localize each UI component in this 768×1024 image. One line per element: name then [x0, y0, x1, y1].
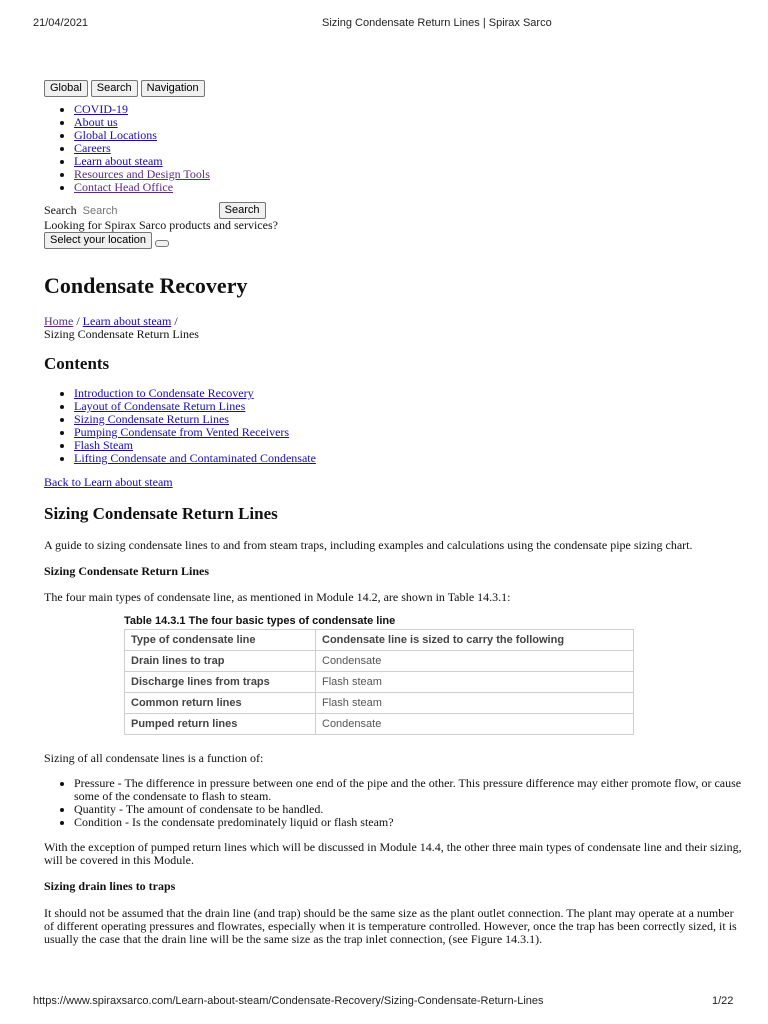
location-row [44, 232, 744, 249]
table-header-cell: Condensate line is sized to carry the following [316, 630, 634, 651]
nav-link-learn-about-steam[interactable]: Learn about steam [74, 154, 163, 168]
breadcrumb-home[interactable]: Home [44, 314, 74, 328]
article-subheading: Sizing Condensate Return Lines [44, 564, 210, 578]
article-title: Sizing Condensate Return Lines [44, 504, 278, 523]
list-item: • Quantity - The amount of condensate to be handled. [74, 803, 744, 816]
contents-item [74, 426, 744, 439]
print-url: https://www.spiraxsarco.com/Learn-about-steam/Condensate-Recovery/Sizing-Condensate-Return-Lines [33, 995, 544, 1007]
nav-link-global-locations[interactable]: Global Locations [74, 128, 157, 142]
navigation-button[interactable]: Navigation [141, 80, 205, 97]
nav-item [74, 142, 744, 155]
table-cell: Common return lines [125, 693, 316, 714]
looking-text: Looking for Spirax Sarco products and services? [44, 218, 278, 232]
nav-link-covid[interactable]: COVID-19 [74, 102, 128, 116]
print-date: 21/04/2021 [33, 17, 89, 29]
table-row [125, 714, 634, 735]
condensate-types-table [124, 629, 634, 735]
contents-link-lifting[interactable]: Lifting Condensate and Contaminated Condensate [74, 451, 316, 465]
article-para-1: The four main types of condensate line, as mentioned in Module 14.2, are shown in Table 14.3.1: [44, 590, 511, 604]
nav-item [74, 129, 744, 142]
list-item: • Pressure - The difference in pressure between one end of the pipe and the other. This pressure difference may either promote flow, or cause some of the condensate to flash to steam. [74, 777, 744, 803]
nav-item [74, 181, 744, 194]
table-row [125, 693, 634, 714]
table-caption [124, 615, 744, 627]
article-para-2: Sizing of all condensate lines is a function of: [44, 751, 264, 765]
search-label: Search [44, 203, 77, 217]
contents-link-pumping[interactable]: Pumping Condensate from Vented Receivers [74, 425, 290, 439]
table-row [125, 651, 634, 672]
nav-item [74, 168, 744, 181]
list-item: • Condition - Is the condensate predominately liquid or flash steam? [74, 816, 744, 829]
article-intro: A guide to sizing condensate lines to and from steam traps, including examples and calculations using the condensate pipe sizing chart. [44, 538, 693, 552]
table-cell: Drain lines to trap [125, 651, 316, 672]
contents-link-flash-steam[interactable]: Flash Steam [74, 438, 133, 452]
table-caption-text: The four basic types of condensate line [188, 615, 396, 627]
back-to-learn-link[interactable]: Back to Learn about steam [44, 475, 173, 489]
select-location-button[interactable]: Select your location [44, 232, 152, 249]
nav-link-careers[interactable]: Careers [74, 141, 111, 155]
table-cell: Condensate [316, 714, 634, 735]
breadcrumb-separator: / [76, 314, 80, 328]
breadcrumb-separator: / [174, 314, 178, 328]
table-header-row [125, 630, 634, 651]
nav-link-contact-head-office[interactable]: Contact Head Office [74, 180, 174, 194]
page-content [44, 80, 744, 946]
main-nav [44, 103, 744, 194]
print-title: Sizing Condensate Return Lines | Spirax Sarco [322, 17, 552, 29]
location-go-button[interactable] [155, 240, 169, 247]
table-cell: Flash steam [316, 672, 634, 693]
back-link-row [44, 476, 744, 489]
breadcrumb-current: Sizing Condensate Return Lines [44, 327, 199, 341]
table-row [125, 672, 634, 693]
page-title: Condensate Recovery [44, 273, 248, 298]
table-cell: Flash steam [316, 693, 634, 714]
search-submit-button[interactable]: Search [219, 202, 266, 219]
print-page-number: 1/22 [712, 995, 734, 1007]
top-button-row [44, 80, 744, 97]
table-header-cell: Type of condensate line [125, 630, 316, 651]
contents-link-introduction[interactable]: Introduction to Condensate Recovery [74, 386, 254, 400]
table-cell: Discharge lines from traps [125, 672, 316, 693]
contents-link-layout[interactable]: Layout of Condensate Return Lines [74, 399, 246, 413]
nav-item [74, 103, 744, 116]
search-bar [44, 202, 744, 219]
contents-list [44, 387, 744, 465]
contents-link-sizing[interactable]: Sizing Condensate Return Lines [74, 412, 229, 426]
sizing-factors-list [44, 777, 744, 829]
table-cell: Condensate [316, 651, 634, 672]
contents-heading: Contents [44, 354, 110, 373]
nav-link-about-us[interactable]: About us [74, 115, 118, 129]
nav-link-resources[interactable]: Resources and Design Tools [74, 167, 210, 181]
breadcrumb-learn-about-steam[interactable]: Learn about steam [82, 314, 172, 328]
article-para-4: It should not be assumed that the drain line (and trap) should be the same size as the plant outlet connection. The plant may operate at a number of different operating pressures and flowrates, especially when it is temperature controlled. However, once the trap has been correctly sized, it is usually the case that the drain line will be the same size as the trap inlet connection, (see Figure 14.3.1). [44, 906, 737, 946]
article-para-3: With the exception of pumped return lines which will be discussed in Module 14.4, the other three main types of condensate line and their sizing, will be covered in this Module. [44, 840, 742, 867]
search-input[interactable] [81, 203, 217, 218]
condensate-table-block [124, 615, 744, 735]
article-subheading-2: Sizing drain lines to traps [44, 879, 176, 893]
search-toggle-button[interactable]: Search [91, 80, 138, 97]
global-button[interactable]: Global [44, 80, 88, 97]
table-cell: Pumped return lines [125, 714, 316, 735]
table-caption-number: Table 14.3.1 [124, 615, 186, 627]
nav-item [74, 116, 744, 129]
contents-item [74, 452, 744, 465]
